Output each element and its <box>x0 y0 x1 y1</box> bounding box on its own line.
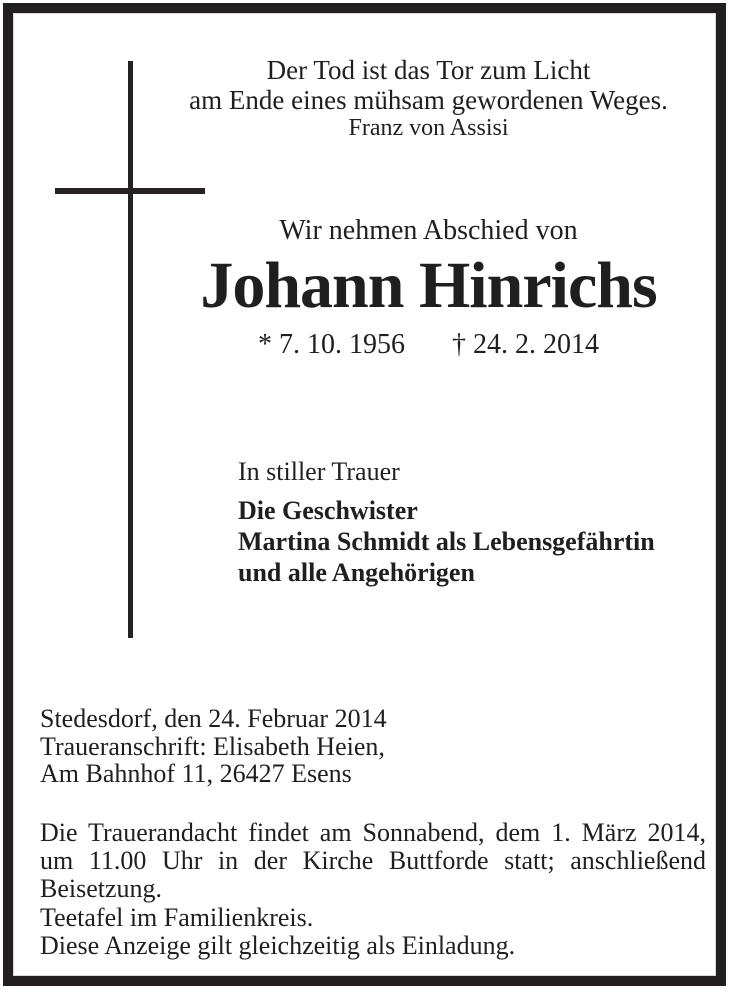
deceased-name: Johann Hinrichs <box>200 249 657 322</box>
opening-quote <box>130 55 727 142</box>
place-date-line: Stedesdorf, den 24. Februar 2014 <box>40 704 387 733</box>
service-announcement <box>40 819 706 960</box>
cross-horizontal-bar <box>55 188 205 194</box>
mourning-intro: In stiller Trauer <box>238 457 400 486</box>
mourner-line: und alle Angehörigen <box>238 558 475 587</box>
service-line: um 11.00 Uhr in der Kirche Buttforde statt; anschließend <box>40 846 706 876</box>
service-line: Die Trauerandacht findet am Sonnabend, dem 1. März 2014, <box>40 818 706 847</box>
life-dates <box>130 330 727 360</box>
address-block <box>40 705 387 788</box>
quote-line-1: Der Tod ist das Tor zum Licht <box>266 55 591 85</box>
farewell-intro: Wir nehmen Abschied von <box>279 215 578 246</box>
quote-attribution: Franz von Assisi <box>348 115 509 141</box>
closing-line: Diese Anzeige gilt gleichzeitig als Einladung. <box>40 930 516 960</box>
closing-line: Teetafel im Familienkreis. <box>40 902 314 932</box>
quote-line-2: am Ende eines mühsam gewordenen Weges. <box>189 85 668 115</box>
address-line: Traueranschrift: Elisabeth Heien, <box>40 731 385 761</box>
mourners-list <box>238 495 655 588</box>
birth-date: * 7. 10. 1956 <box>258 329 405 360</box>
mourning-block <box>238 458 655 588</box>
service-line: Beisetzung. <box>40 874 163 904</box>
mourner-line: Die Geschwister <box>238 496 418 525</box>
mourner-line: Martina Schmidt als Lebensgefährtin <box>238 527 655 556</box>
death-date: † 24. 2. 2014 <box>452 329 599 360</box>
address-line: Am Bahnhof 11, 26427 Esens <box>40 759 352 788</box>
